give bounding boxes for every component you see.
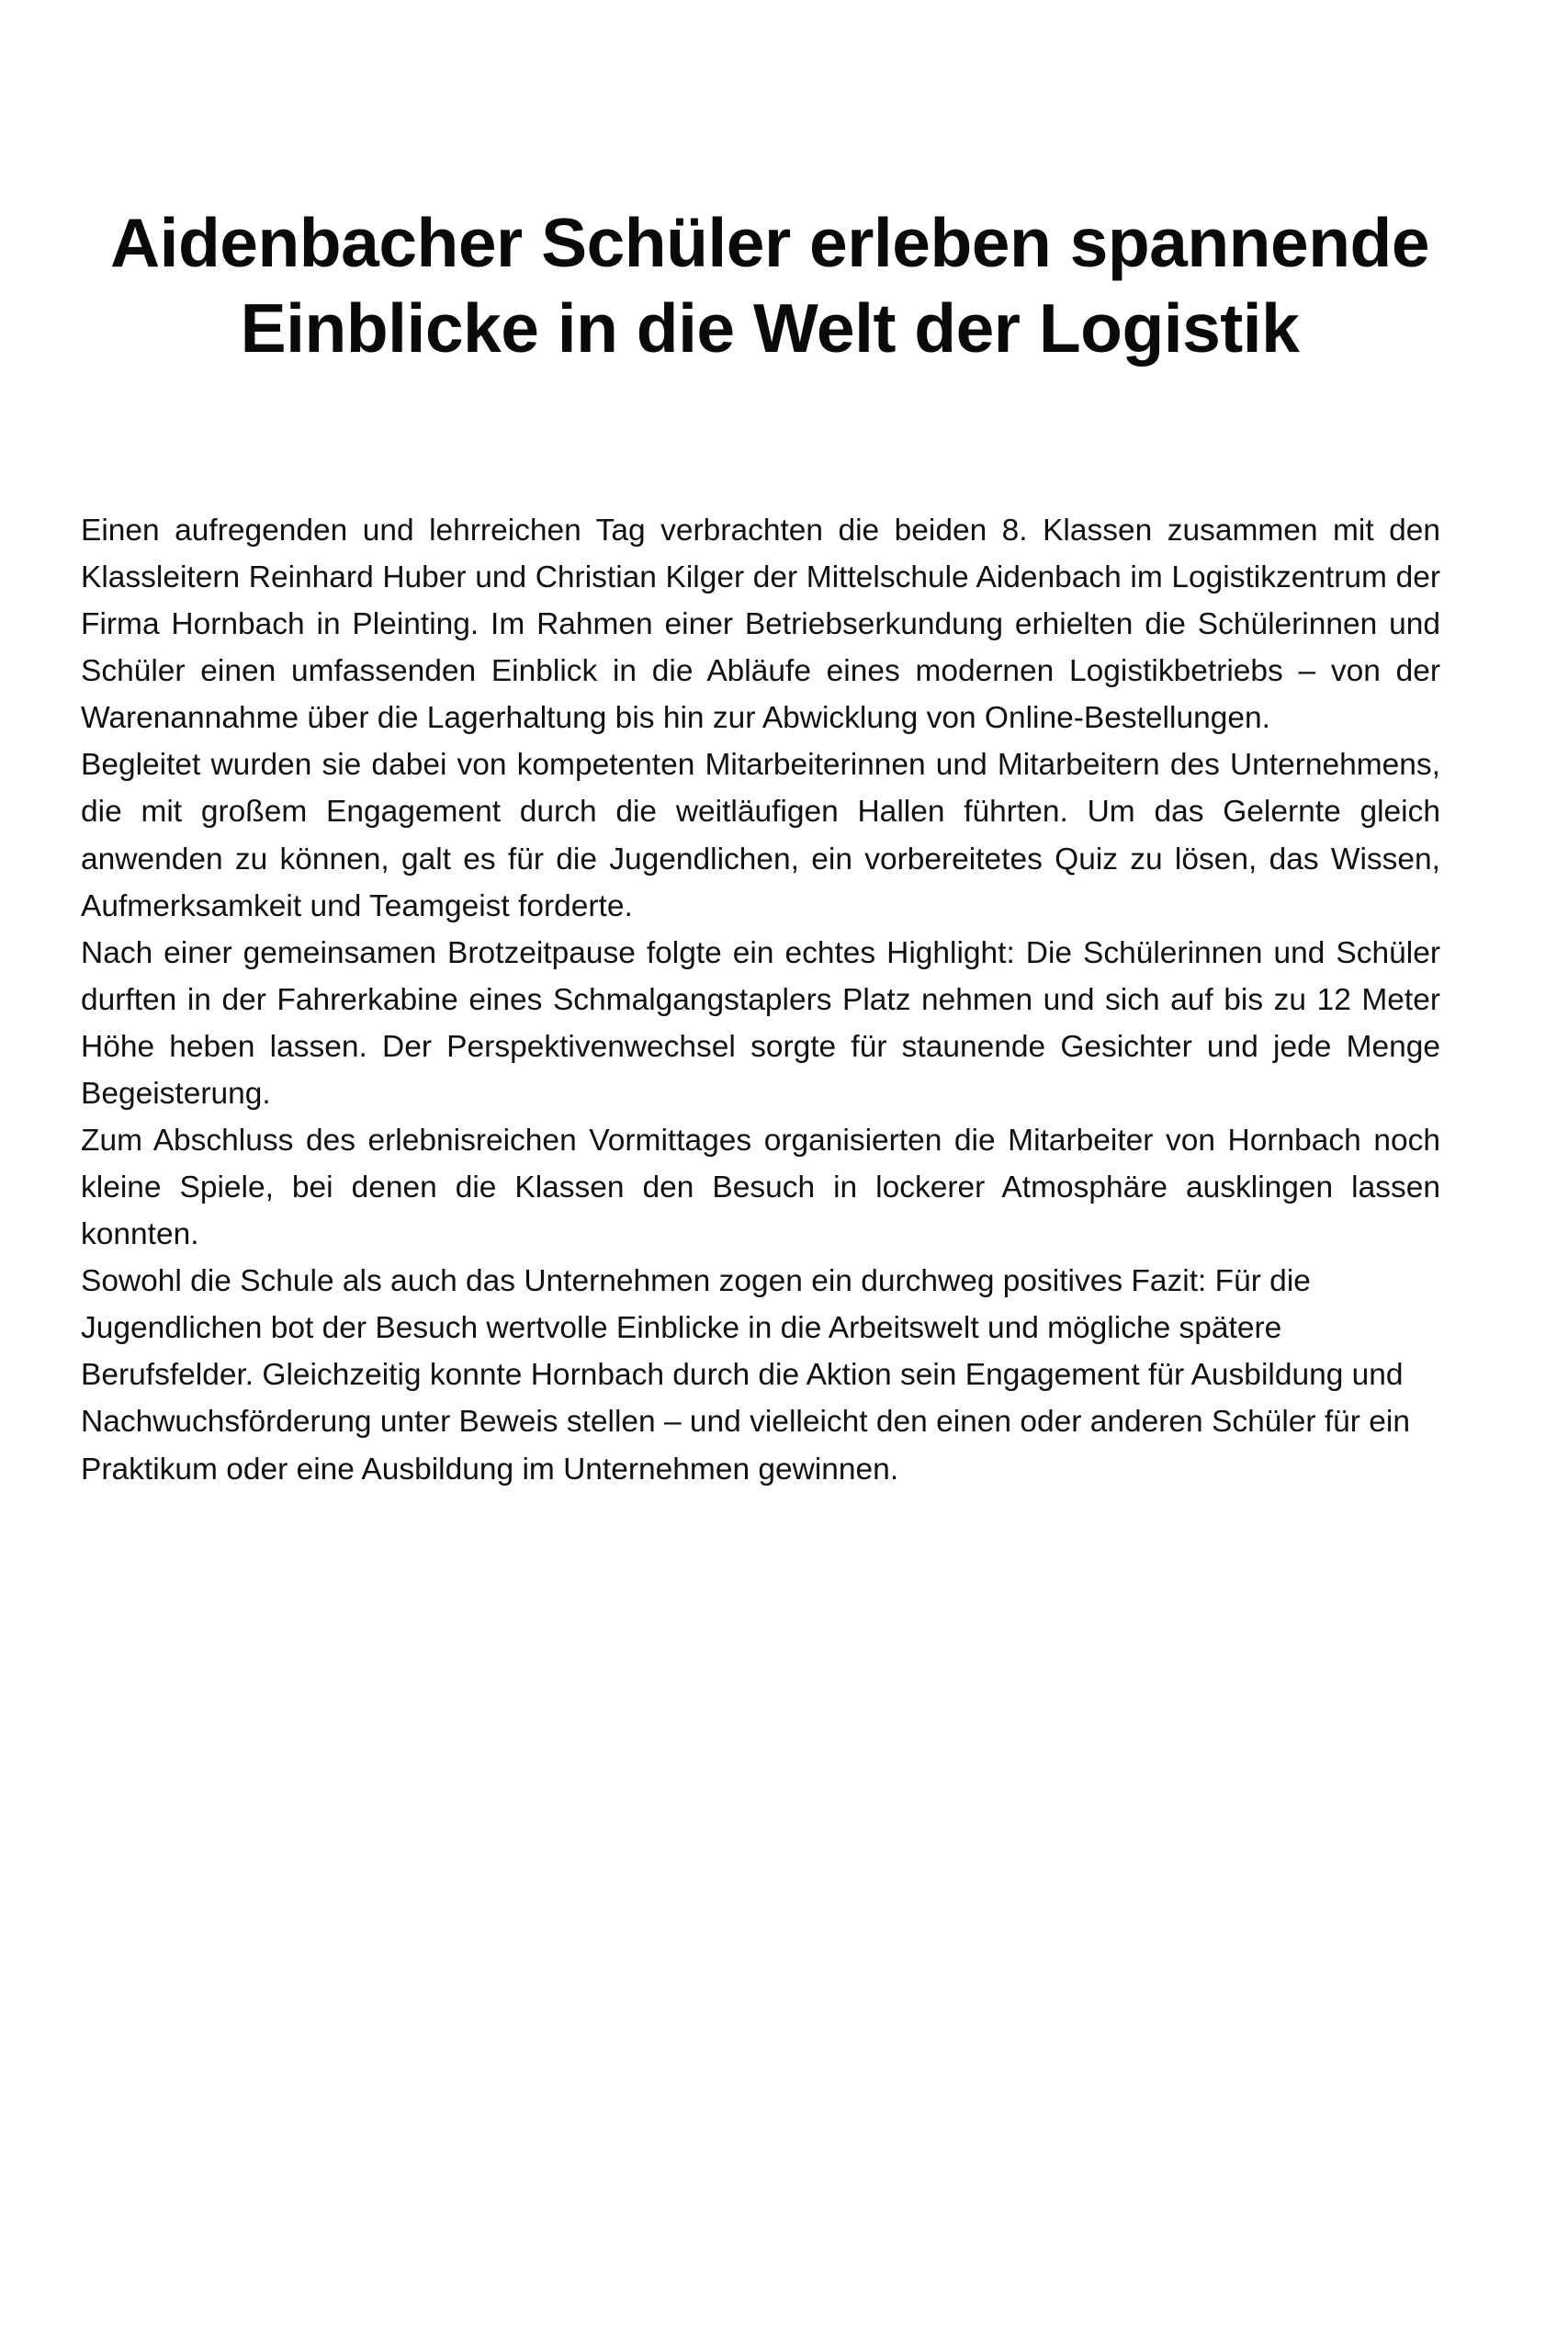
paragraph: Sowohl die Schule als auch das Unternehmen zogen ein durchweg positives Fazit: Für die Jugendlichen bot der Besuch wertvolle Einblicke in die Arbeitswelt und mögliche spätere Berufsfelder. Gleichzeitig konnte Hornbach durch die Aktion sein Engagement für Ausbildung und Nachwuchsförderung unter Beweis stellen – und vielleicht den einen oder anderen Schüler für ein Praktikum oder eine Ausbildung im Unternehmen gewinnen. xyxy=(81,1264,1410,1487)
paragraph: Begleitet wurden sie dabei von kompetenten Mitarbeiterinnen und Mitarbeitern des Unternehmens, die mit großem Engagement durch die weitläufigen Hallen führten. Um das Gelernte gleich anwenden zu können, galt es für die Jugendlichen, ein vorbereitetes Quiz zu lösen, das Wissen, Aufmerksamkeit und Teamgeist forderte. xyxy=(81,748,1440,923)
paragraph: Einen aufregenden und lehrreichen Tag verbrachten die beiden 8. Klassen zusammen mit den Klassleitern Reinhard Huber und Christian Kilger der Mittelschule Aidenbach im Logistikzentrum der Firma Hornbach in Pleinting. Im Rahmen einer Betriebserkundung erhielten die Schülerinnen und Schüler einen umfassenden Einblick in die Abläufe eines modernen Logistikbetriebs – von der Warenannahme über die Lagerhaltung bis hin zur Abwicklung von Online-Bestellungen. xyxy=(81,514,1440,736)
paragraph: Zum Abschluss des erlebnisreichen Vormittages organisierten die Mitarbeiter von Hornbach noch kleine Spiele, bei denen die Klassen den Besuch in lockerer Atmosphäre ausklingen lassen konnten. xyxy=(81,1124,1440,1252)
page-title: Aidenbacher Schüler erleben spannende Einblicke in die Welt der Logistik xyxy=(109,204,1430,367)
article-body xyxy=(81,507,1440,1493)
paragraph: Nach einer gemeinsamen Brotzeitpause folgte ein echtes Highlight: Die Schülerinnen und Schüler durften in der Fahrerkabine eines Schmalgangstaplers Platz nehmen und sich auf bis zu 12 Meter Höhe heben lassen. Der Perspektivenwechsel sorgte für staunende Gesichter und jede Menge Begeisterung. xyxy=(81,935,1440,1111)
document-content xyxy=(81,0,1491,1493)
